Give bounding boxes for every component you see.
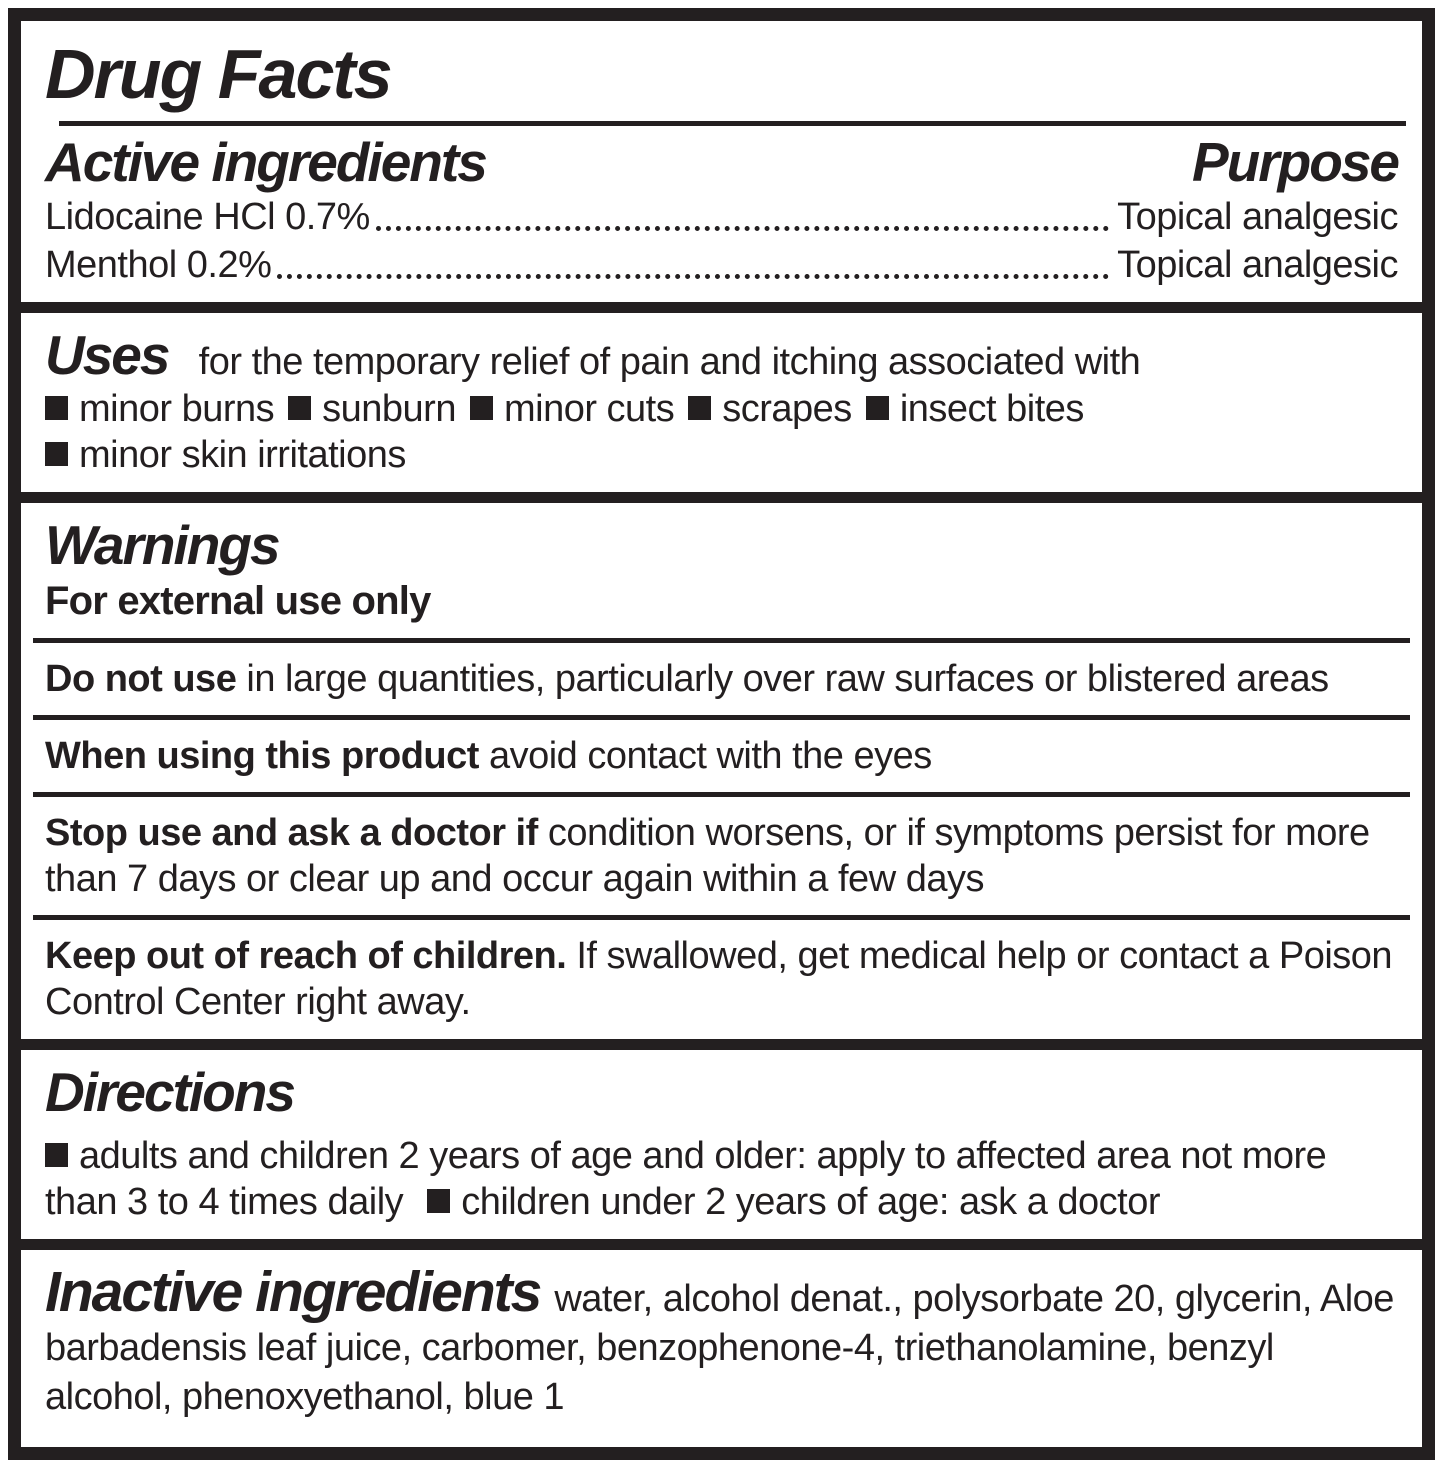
bullet-square-icon xyxy=(288,396,311,420)
ingredient-purpose: Topical analgesic xyxy=(1117,196,1398,239)
do-not-use-text xyxy=(45,656,1398,702)
warnings-divider xyxy=(33,915,1410,920)
section-warnings xyxy=(21,492,1422,1040)
do-not-use-lead: Do not use xyxy=(45,658,237,701)
do-not-use-body: in large quantities, particularly over raw surfaces or blistered areas xyxy=(246,658,1329,701)
dotted-leader xyxy=(376,226,1109,231)
when-using-body: avoid contact with the eyes xyxy=(488,735,932,778)
title-divider xyxy=(59,121,1406,126)
ingredient-name: Menthol 0.2% xyxy=(45,244,272,287)
drug-facts-label xyxy=(8,8,1435,1460)
directions-item: children under 2 years of age: ask a doctor xyxy=(461,1180,1161,1223)
active-ingredients-heading: Active ingredients xyxy=(45,130,486,193)
uses-intro: for the temporary relief of pain and itching associated with xyxy=(198,341,1141,384)
uses-item: minor burns xyxy=(79,387,275,430)
section-uses xyxy=(21,302,1422,492)
warnings-divider xyxy=(33,715,1410,720)
bullet-square-icon xyxy=(427,1189,450,1213)
bullet-square-icon xyxy=(45,1143,68,1167)
section-inactive xyxy=(21,1239,1422,1447)
when-using-text xyxy=(45,733,1398,779)
uses-heading: Uses xyxy=(45,324,169,387)
uses-item-list xyxy=(45,386,1398,432)
keep-out-text xyxy=(45,933,1398,1025)
directions-item: adults and children 2 years of age and older: apply to affected area not more than 3 to 4 times daily xyxy=(45,1134,1327,1223)
ingredient-row xyxy=(45,242,1398,288)
inactive-text-block xyxy=(45,1259,1398,1422)
stop-use-text xyxy=(45,810,1398,902)
inactive-heading: Inactive ingredients xyxy=(45,1259,541,1324)
keep-out-body: If swallowed, get medical help or contact a Poison Control Center right away. xyxy=(45,935,1393,1024)
dotted-leader xyxy=(277,274,1109,279)
keep-out-lead: Keep out of reach of children. xyxy=(45,935,567,978)
stop-use-lead: Stop use and ask a doctor if xyxy=(45,812,538,855)
bullet-square-icon xyxy=(866,396,889,420)
warnings-divider xyxy=(33,792,1410,797)
bullet-square-icon xyxy=(470,396,493,420)
section-directions xyxy=(21,1039,1422,1239)
ingredient-name: Lidocaine HCl 0.7% xyxy=(45,196,370,239)
bullet-square-icon xyxy=(45,396,68,420)
uses-intro-line xyxy=(45,325,1398,386)
directions-heading: Directions xyxy=(45,1061,294,1124)
purpose-heading: Purpose xyxy=(1191,130,1398,193)
external-use-text: For external use only xyxy=(45,579,431,624)
uses-item-list xyxy=(45,432,1398,478)
ingredient-purpose: Topical analgesic xyxy=(1117,244,1398,287)
warnings-divider xyxy=(33,638,1410,643)
uses-item: minor skin irritations xyxy=(79,433,406,476)
uses-item: sunburn xyxy=(322,387,456,430)
inactive-text: water, alcohol denat., polysorbate 20, glycerin, Aloe barbadensis leaf juice, carbomer, benzophenone-4, triethanolamine, benzyl alcohol, phenoxyethanol, blue 1 xyxy=(45,1277,1394,1418)
ingredient-row xyxy=(45,194,1398,240)
uses-item: minor cuts xyxy=(503,387,675,430)
warnings-heading: Warnings xyxy=(45,513,279,576)
stop-use-body: condition worsens, or if symptoms persist for more than 7 days or clear up and occur again within a few days xyxy=(45,812,1370,901)
bullet-square-icon xyxy=(688,396,711,420)
section-header xyxy=(21,21,1422,302)
directions-text xyxy=(45,1133,1398,1225)
uses-item: insect bites xyxy=(899,387,1084,430)
uses-item: scrapes xyxy=(722,387,852,430)
when-using-lead: When using this product xyxy=(45,735,479,778)
page-title: Drug Facts xyxy=(45,35,391,113)
bullet-square-icon xyxy=(45,442,68,466)
active-ingredients-header-row xyxy=(45,132,1398,193)
